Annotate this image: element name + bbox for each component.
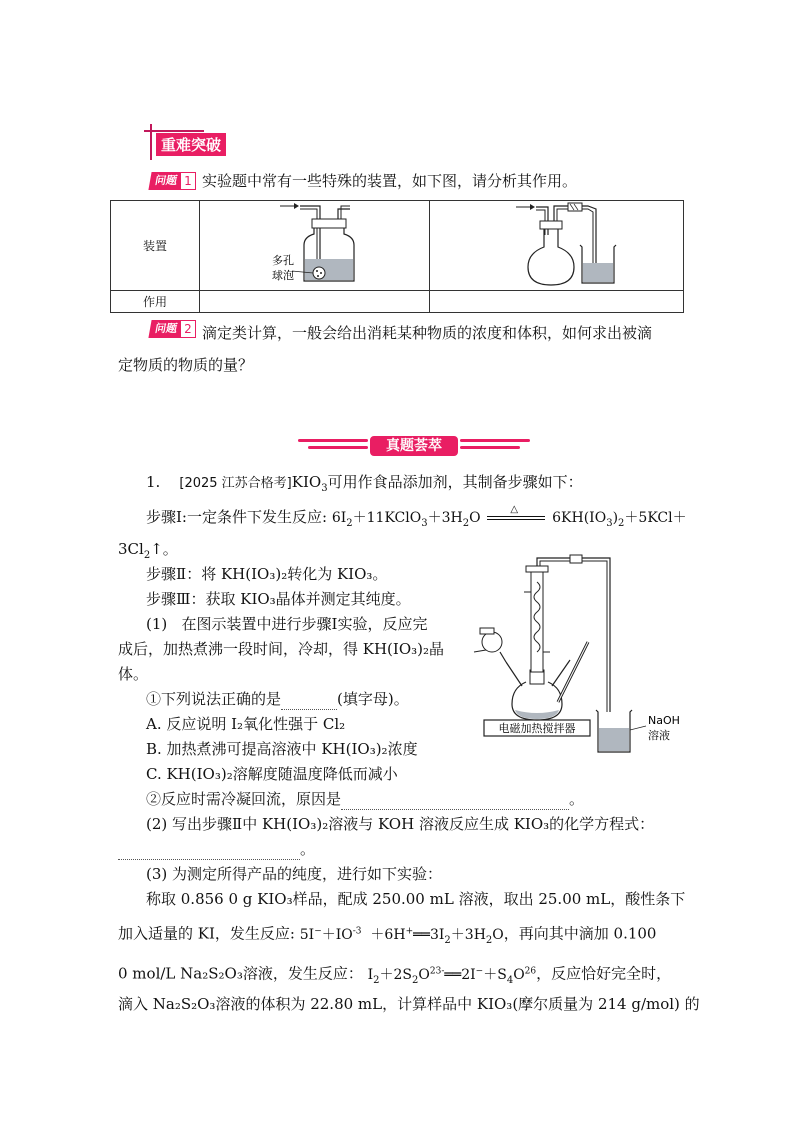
option-b: B. 加热煮沸可提高溶液中 KH(IO₃)₂浓度 (146, 740, 418, 758)
naoh-label-2: 溶液 (648, 729, 670, 742)
question-1-text: 实验题中常有一些特殊的装置，如下图，请分析其作用。 (202, 172, 578, 190)
question-2-line-1: 滴定类计算，一般会给出消耗某种物质的浓度和体积，如何求出被滴 (202, 324, 653, 342)
option-c: C. KH(IO₃)₂溶解度随温度降低而减小 (146, 765, 398, 783)
heat-equilibrium-sign: △ (485, 508, 547, 528)
step-3: 步骤Ⅲ：获取 KIO₃晶体并测定其纯度。 (146, 590, 411, 608)
table-cell-flask-beaker (430, 201, 684, 291)
answer-blank-2[interactable] (341, 789, 569, 810)
part-3: (3) 为测定所得产品的纯度，进行如下实验： (146, 865, 443, 883)
banner-title: 真题荟萃 (372, 438, 456, 454)
question-2-line-2: 定物质的物质的量？ (118, 356, 254, 374)
part-3-line-3: 0 mol/L Na₂S₂O₃溶液，发生反应： $I_2+2S_2O^{23-}══2I^-+S_4O^{26}$，反应恰好完全时， (118, 964, 672, 986)
flask-beaker-diagram (430, 201, 683, 287)
table-header-device: 装置 (111, 201, 200, 291)
heading-horizontal-rule (144, 130, 204, 132)
stirrer-label: 电磁加热搅拌器 (498, 722, 576, 735)
part-3-line-1: 称取 0.856 0 g KIO₃样品，配成 250.00 mL 溶液，取出 25.00 mL，酸性条下 (146, 890, 686, 908)
part-1-question-2: ②反应时需冷凝回流，原因是 。 (146, 790, 585, 808)
step-1-equation: 步骤Ⅰ:一定条件下发生反应: $6I_2+11KClO_3+3H_2O$ △ $6KH(IO_3)_2+5KCl+$ (146, 504, 687, 529)
part-1-line-1: (1) 在图示装置中进行步骤Ⅰ实验，反应完 (146, 615, 428, 633)
porous-label-2: 球泡 (272, 269, 294, 282)
option-a: A. 反应说明 I₂氧化性强于 Cl₂ (146, 715, 346, 733)
question-1-badge: 问题 1 (150, 172, 198, 190)
part-3-line-4: 滴入 Na₂S₂O₃溶液的体积为 22.80 mL，计算样品中 KIO₃(摩尔质量为 214 g/mol) 的 (118, 995, 700, 1013)
reflux-apparatus-diagram (470, 552, 695, 764)
naoh-label-1: NaOH (648, 714, 680, 727)
table-cell-function-1 (200, 291, 430, 313)
gas-washing-bottle-diagram (200, 201, 429, 287)
table-header-function: 作用 (111, 291, 200, 313)
problem-intro: 1. [2025 江苏合格考]$KIO_3$可用作食品添加剂，其制备步骤如下： (146, 473, 583, 494)
part-2-answer-line: 。 (118, 839, 315, 860)
part-3-line-2: 加入适量的 KI，发生反应: $5I^-+IO^{-3}$ $+6H^+══3I_2+3H_2O$，再向其中滴加 0.100 (118, 924, 657, 946)
answer-blank-3[interactable] (118, 839, 300, 860)
answer-blank-1[interactable] (281, 689, 337, 710)
apparatus-table (110, 200, 684, 313)
banner (298, 434, 530, 460)
part-1-question-1: ①下列说法正确的是 (填字母)。 (146, 690, 409, 708)
step-1-equation-tail: $3Cl_2↑$。 (118, 540, 178, 561)
part-1-line-3: 体。 (118, 665, 149, 683)
question-2-badge: 问题 2 (150, 320, 198, 338)
table-cell-function-2 (430, 291, 684, 313)
section-title: 重难突破 (156, 133, 226, 156)
porous-label-1: 多孔 (272, 254, 294, 267)
part-1-line-2: 成后，加热煮沸一段时间，冷却，得 KH(IO₃)₂晶 (118, 640, 445, 658)
part-2: (2) 写出步骤Ⅱ中 KH(IO₃)₂溶液与 KOH 溶液反应生成 KIO₃的化学方程式： (146, 815, 655, 833)
step-2: 步骤Ⅱ：将 KH(IO₃)₂转化为 KIO₃。 (146, 565, 388, 583)
table-cell-gas-washing-bottle (200, 201, 430, 291)
